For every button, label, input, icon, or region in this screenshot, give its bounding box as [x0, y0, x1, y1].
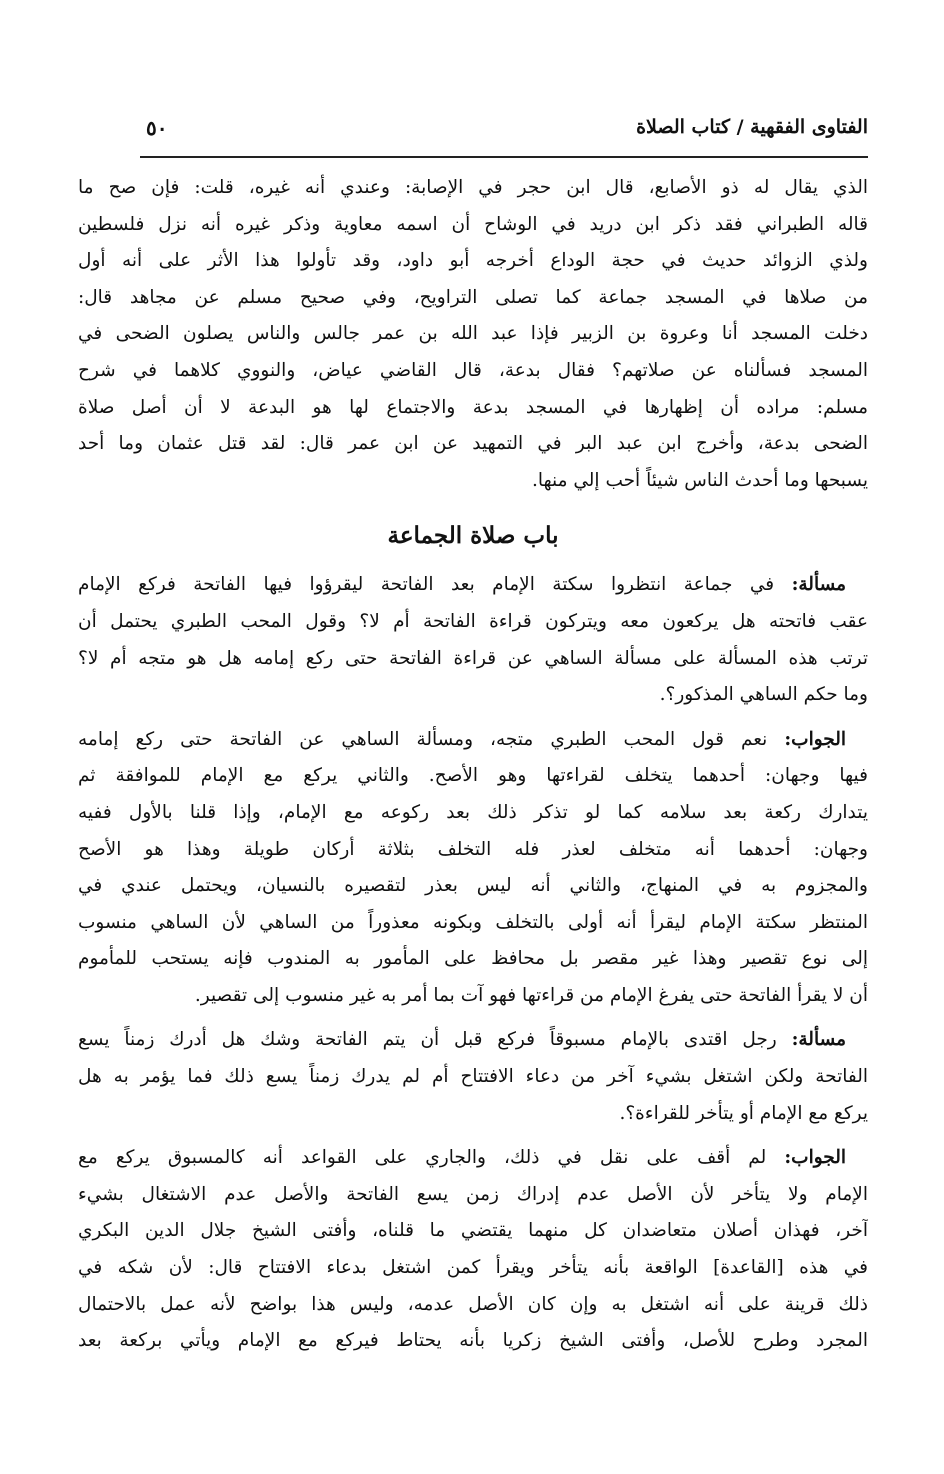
text-line: يركع مع الإمام أو يتأخر للقراءة؟.: [619, 1102, 868, 1124]
text-line: أن لا يقرأ الفاتحة حتى يفرغ الإمام من قراءتها فهو آت بما أمر به غير منسوب إلى تقصير.: [194, 984, 868, 1006]
line-text: نعم قول المحب الطبري متجه، ومسألة الساهي عن الفاتحة حتى ركع إمامه: [78, 728, 785, 750]
lead-label: الجواب:: [784, 1147, 846, 1169]
text-line: الفاتحة ولكن اشتغل بشيء آخر من دعاء الافتتاح أم لم يدرك زمناً يسع ذلك فما يؤمر به هل: [78, 1066, 868, 1088]
answer-paragraph: [78, 722, 868, 1015]
text-line: في هذه [القاعدة] الواقعة بأنه يتأخر ويقرأ كمن اشتغل بدعاء الافتتاح قال: لأن شكه في: [78, 1257, 868, 1279]
text-line: ترتب هذه المسألة على مسألة الساهي عن قراءة الفاتحة حتى ركع إمامه هل هو متجه أم لا؟: [78, 647, 868, 669]
line-text: رجل اقتدى بالإمام مسبوقاً فركع قبل أن يتم الفاتحة وشك هل أدرك زمناً يسع: [78, 1029, 792, 1051]
section-body: [78, 567, 868, 1359]
lead-label: الجواب:: [784, 728, 846, 750]
text-line: دخلت المسجد أنا وعروة بن الزبير فإذا عبد الله بن عمر جالس والناس يصلون الضحى في: [78, 323, 868, 345]
text-line: المنتظر سكتة الإمام ليقرأ أنه أولى بالتخلف وبكونه معذوراً من الساهي لأن الساهي منسوب: [78, 911, 868, 933]
line-text: في جماعة انتظروا سكتة الإمام بعد الفاتحة ليقرؤوا فيها الفاتحة فركع الإمام: [78, 574, 792, 596]
text-line: الإمام ولا يتأخر لأن الأصل عدم إدراك زمن يسع الفاتحة والأصل عدم الاشتغال بشيء: [78, 1183, 868, 1205]
answer-paragraph: [78, 1140, 868, 1360]
page-body: [78, 170, 868, 1368]
text-line: إلى نوع تقصير وهذا غير مقصر بل محافظ على المأمور به المندوب فإنه يستحب للمأموم: [78, 948, 868, 970]
text-line: [78, 567, 868, 604]
section-heading: باب صلاة الجماعة: [387, 522, 559, 550]
text-line: والمجزوم به في المنهاج، والثاني أنه ليس بعذر لتقصيره بالنسيان، ويحتمل عندي في: [78, 875, 868, 897]
text-line: عقب فاتحته هل يركعون معه ويتركون قراءة الفاتحة أم لا؟ وقول المحب الطبري يحتمل أن: [78, 610, 868, 632]
text-line: فيها وجهان: أحدهما يتخلف لقراءتها وهو الأصح. والثاني يركع مع الإمام للموافقة ثم: [78, 765, 868, 787]
text-line: قاله الطبراني فقد ذكر ابن دريد في الوشاح أن اسمه معاوية وذكر غيره أنه نزل فلسطين: [78, 213, 868, 235]
text-line: ولذي الزوائد حديث في حجة الوداع أخرجه أبو داود، وقد تأولوا هذا الأثر على أنه أول: [78, 250, 868, 272]
text-line: [78, 1140, 868, 1177]
text-line: [78, 722, 868, 759]
running-title: الفتاوى الفقهية / كتاب الصلاة: [636, 116, 868, 138]
text-line: [78, 1022, 868, 1059]
text-line: المجرد وطرح للأصل، وأفتى الشيخ زكريا بأنه يحتاط فيركع مع الإمام ويأتي بركعة بعد: [78, 1330, 868, 1352]
text-line: وجهان: أحدهما أنه متخلف لعذر فله التخلف بثلاثة أركان طويلة وهذا هو الأصح: [78, 838, 868, 860]
page-number: ٥٠: [146, 116, 168, 140]
lead-label: مسألة:: [791, 1029, 846, 1051]
page-header: [140, 112, 868, 158]
question-paragraph: [78, 1022, 868, 1132]
text-line: يتدارك ركعة بعد سلامه كما لو تذكر ذلك بعد ركوعه مع الإمام، وإذا قلنا بالأول ففيه: [78, 801, 868, 823]
line-text: لم أقف على نقل في ذلك، والجاري على القواعد أنه كالمسبوق يركع مع: [78, 1147, 785, 1169]
text-line: المسجد فسألناه عن صلاتهم؟ فقال بدعة، قال القاضي عياض، والنووي كلاهما في شرح: [78, 359, 868, 381]
text-line: مسلم: مراده أن إظهارها في المسجد بدعة والاجتماع لها هو البدعة لا أن أصل صلاة: [78, 396, 868, 418]
text-line: من صلاها في المسجد جماعة كما تصلى التراويح، وفي صحيح مسلم عن مجاهد قال:: [78, 286, 868, 308]
text-line: الذي يقال له ذو الأصابع، قال ابن حجر في الإصابة: وعندي أنه غيره، قلت: فإن صح ما: [78, 177, 868, 198]
text-line: آخر، فهذان أصلان متعاضدان كل منهما يقتضي ما قلناه، وأفتى الشيخ جلال الدين البكري: [78, 1220, 868, 1242]
text-line: ذلك قرينة على أنه اشتغل به وإن كان الأصل عدمه، وليس هذا بواضح لأنه عمل بالاحتمال: [78, 1293, 868, 1315]
question-paragraph: [78, 567, 868, 713]
paragraph-intro: [78, 170, 868, 499]
text-line: الضحى بدعة، وأخرج ابن عبد البر في التمهيد عن ابن عمر قال: لقد قتل عثمان وما أحد: [78, 433, 868, 455]
text-line: يسبحها وما أحدث الناس شيئاً أحب إلي منها.: [531, 469, 868, 491]
text-line: وما حكم الساهي المذكور؟.: [659, 684, 868, 706]
lead-label: مسألة:: [791, 574, 846, 596]
